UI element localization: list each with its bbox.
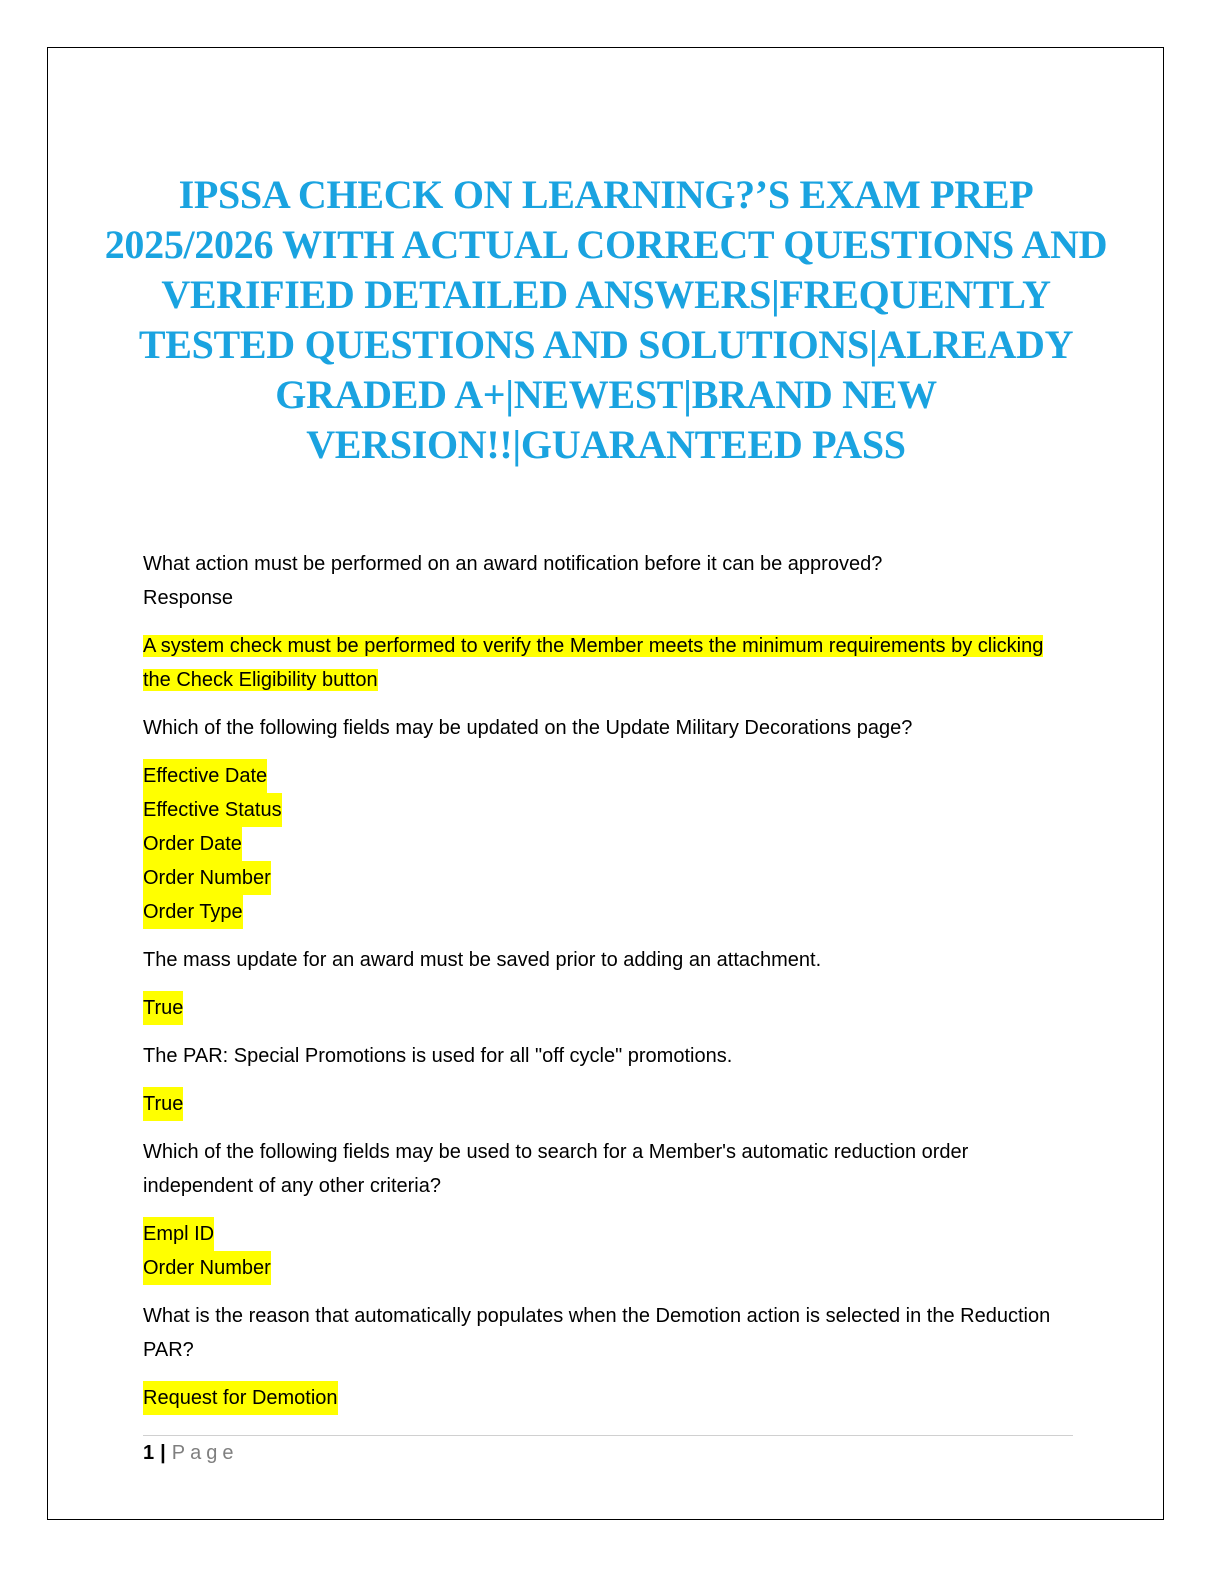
answer-6 [143, 1381, 1073, 1415]
question-text: What is the reason that automatically populates when the Demotion action is selected in the Reduction PAR? [143, 1305, 1051, 1361]
footer-divider [143, 1435, 1073, 1436]
answer-text: True [143, 991, 183, 1025]
question-suffix: Response [143, 587, 234, 609]
answer-text: Request for Demotion [143, 1381, 338, 1415]
document-title: IPSSA CHECK ON LEARNING?’S EXAM PREP 2025/2026 WITH ACTUAL CORRECT QUESTIONS AND VERIFIED DETAILED ANSWERS|FREQUENTLY TESTED QUESTIONS AND SOLUTIONS|ALREADY GRADED A+|NEWEST|BRAND NEW VERSION!!|GUARANTEED PASS [104, 172, 1108, 467]
question-3 [143, 943, 1073, 977]
answer-5 [143, 1217, 1073, 1285]
answer-text: A system check must be performed to verify the Member meets the minimum requirements by clicking the Check Eligibility button [143, 635, 1044, 691]
answer-3 [143, 991, 1073, 1025]
question-2 [143, 711, 1073, 745]
question-text: Which of the following fields may be updated on the Update Military Decorations page? [143, 717, 913, 739]
page-footer [143, 1439, 238, 1467]
answer-item: Order Number [143, 861, 271, 895]
question-text: What action must be performed on an award notification before it can be approved? [143, 553, 883, 575]
answer-item: Empl ID [143, 1217, 214, 1251]
answer-1 [143, 629, 1073, 697]
answer-4 [143, 1087, 1073, 1121]
question-text: The mass update for an award must be saved prior to adding an attachment. [143, 949, 822, 971]
answer-item: Order Date [143, 827, 242, 861]
document-body [143, 547, 1073, 1429]
footer-separator: | [160, 1442, 166, 1464]
page-label: Page [171, 1442, 239, 1464]
question-5 [143, 1135, 1073, 1203]
question-text: Which of the following fields may be used to search for a Member's automatic reduction order independent of any other criteria? [143, 1141, 969, 1197]
question-1 [143, 547, 1073, 615]
page-number: 1 [143, 1442, 155, 1464]
answer-2 [143, 759, 1073, 929]
answer-item: Order Type [143, 895, 243, 929]
answer-item: Effective Date [143, 759, 267, 793]
question-4 [143, 1039, 1073, 1073]
question-6 [143, 1299, 1073, 1367]
answer-item: Effective Status [143, 793, 282, 827]
answer-text: True [143, 1087, 183, 1121]
answer-item: Order Number [143, 1251, 271, 1285]
question-text: The PAR: Special Promotions is used for all "off cycle" promotions. [143, 1045, 733, 1067]
